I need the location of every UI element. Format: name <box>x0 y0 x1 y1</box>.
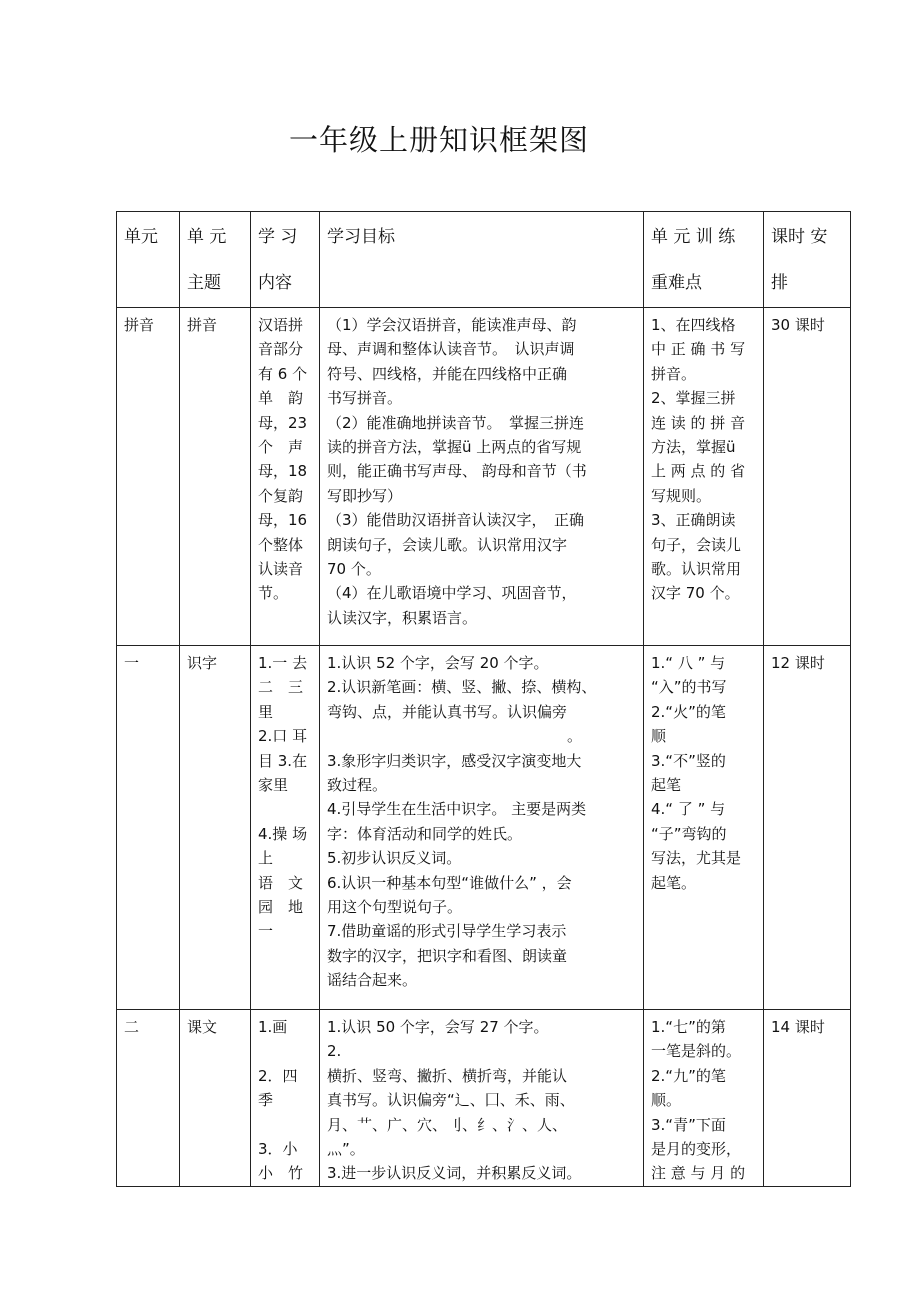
goals-cell: （1）学会汉语拼音，能读准声母、韵 母、声调和整体认读音节。 认识声调 符号、四线格，并能在四线格中正确 书写拼音。 （2）能准确地拼读音节。 掌握三拼连 读的拼音方法，掌握ü 上两点的省写规 则，能正确书写声母、 韵母和音节（书 写即抄写） （3）能借助汉语拼音认读汉字， 正确 朗读句子，会读儿歌。认识常用汉字 70 个。 （4）在儿歌语境中学习、巩固音节， 认读汉字，积累语言。 <box>320 308 644 646</box>
header-goals: 学习目标 <box>320 212 644 308</box>
hours-cell: 30 课时 <box>764 308 851 646</box>
page-title: 一年级上册知识框架图 <box>289 123 590 157</box>
goals-cell: 1.认识 52 个字，会写 20 个字。 2.认识新笔画：横、竖、撇、捺、横构、 弯钩、点，并能认真书写。认识偏旁 。 3.象形字归类识字，感受汉字演变地大 致过程。 4.引导学生在生活中识字。 主要是两类 字：体育活动和同学的姓氏。 5.初步认识反义词。 6.认识一种基本句型“谁做什么” ，会 用这个句型说句子。 7.借助童谣的形式引导学生学习表示 数字的汉字，把识字和看图、朗读童 谣结合起来。 <box>320 646 644 1010</box>
knowledge-table <box>116 211 851 1187</box>
header-unit: 单元 <box>117 212 180 308</box>
header-key-points: 单 元 训 练 重难点 <box>644 212 764 308</box>
header-row <box>117 212 851 308</box>
goals-cell: 1.认识 50 个字，会写 27 个字。 2. 横折、竖弯、撇折、横折弯，并能认 真书写。认识偏旁“辶、囗、禾、雨、 月、艹、广、穴、刂、纟、氵、人、 灬”。 3.进一步认识反义词，并积累反义词。 <box>320 1010 644 1187</box>
unit-cell: 拼音 <box>117 308 180 646</box>
unit-cell: 二 <box>117 1010 180 1187</box>
header-hours: 课时 安 排 <box>764 212 851 308</box>
hours-cell: 12 课时 <box>764 646 851 1010</box>
header-content: 学 习 内容 <box>251 212 320 308</box>
theme-cell: 识字 <box>180 646 251 1010</box>
table-row-pinyin <box>117 308 851 646</box>
table-row-unit-1 <box>117 646 851 1010</box>
key-points-cell: 1.“七”的第 一笔是斜的。 2.“九”的笔 顺。 3.“青”下面 是月的变形， 注 意 与 月 的 <box>644 1010 764 1187</box>
key-points-cell: 1.“ 八 ” 与 “入”的书写 2.“火”的笔 顺 3.“不”竖的 起笔 4.“ 了 ” 与 “子”弯钩的 写法，尤其是 起笔。 <box>644 646 764 1010</box>
theme-cell: 课文 <box>180 1010 251 1187</box>
content-cell: 1.一 去 二 三 里 2.口 耳 目 3.在 家里 4.操 场 上 语 文 园 地 一 <box>251 646 320 1010</box>
key-points-cell: 1、在四线格 中 正 确 书 写 拼音。 2、掌握三拼 连 读 的 拼 音 方法，掌握ü 上 两 点 的 省 写规则。 3、正确朗读 句子，会读儿 歌。认识常用 汉字 70 个。 <box>644 308 764 646</box>
hours-cell: 14 课时 <box>764 1010 851 1187</box>
unit-cell: 一 <box>117 646 180 1010</box>
theme-cell: 拼音 <box>180 308 251 646</box>
table-row-unit-2 <box>117 1010 851 1187</box>
header-theme: 单 元 主题 <box>180 212 251 308</box>
content-cell: 1.画 2．四 季 3．小 小 竹 <box>251 1010 320 1187</box>
content-cell: 汉语拼 音部分 有 6 个 单 韵 母，23 个 声 母，18 个复韵 母，16 个整体 认读音 节。 <box>251 308 320 646</box>
